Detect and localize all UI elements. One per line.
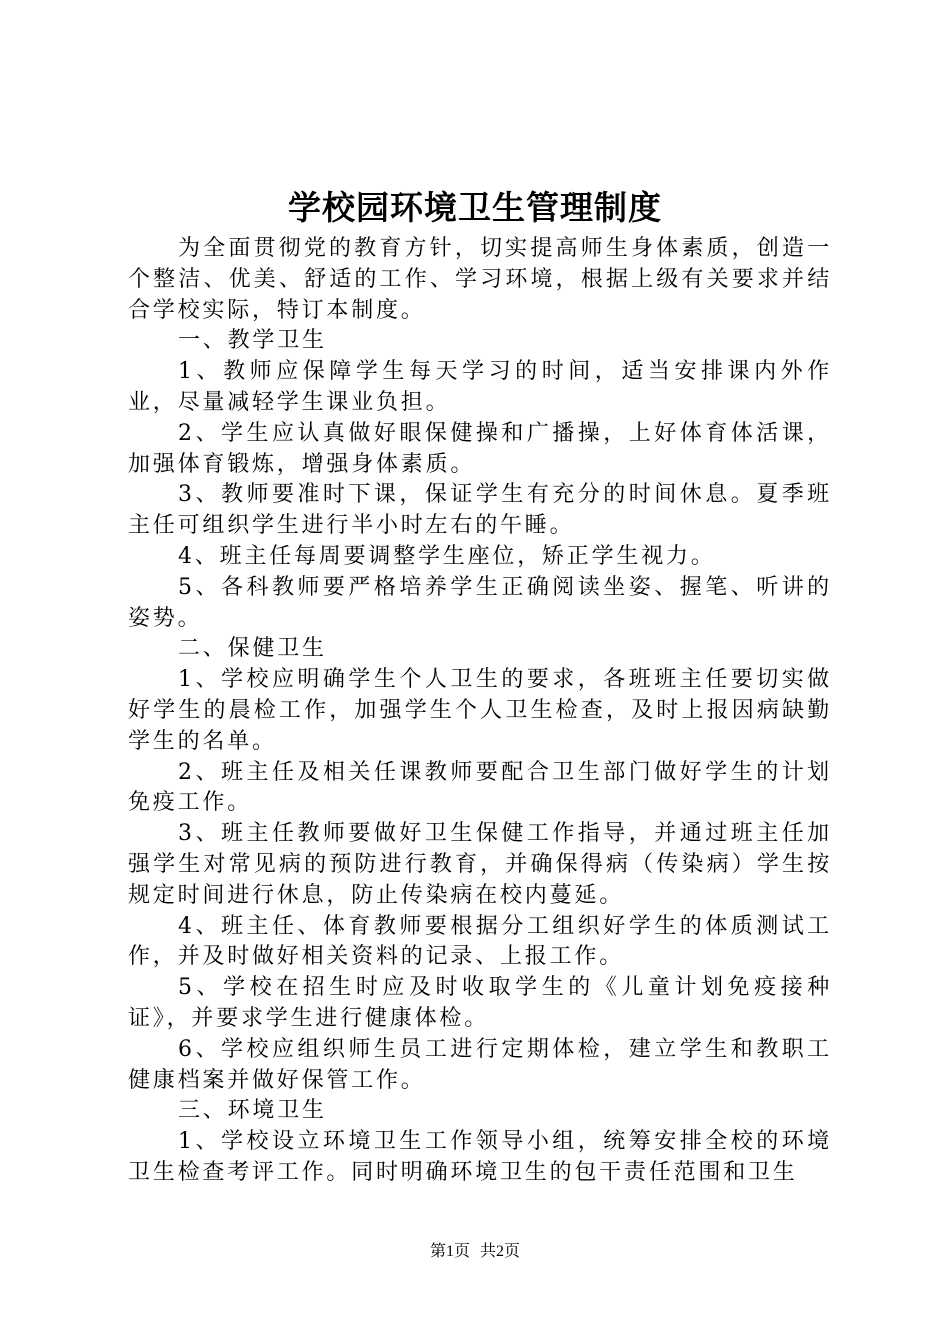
paragraph: 4、班主任每周要调整学生座位，矫正学生视力。: [178, 543, 716, 569]
paragraph: 5、学校在招生时应及时收取学生的《儿童计划免疫接种证》，并要求学生进行健康体检。: [128, 975, 832, 1031]
page-number: 第1页: [429, 1243, 470, 1260]
section-heading-teaching: 一、教学卫生: [178, 328, 327, 354]
paragraph: 1、学校设立环境卫生工作领导小组，统筹安排全校的环境卫生检查考评工作。同时明确环境卫生的包干责任范围和卫生: [128, 1129, 832, 1185]
document-body: [128, 234, 832, 1189]
page-footer: [0, 1240, 950, 1264]
section-heading-environment: 三、环境卫生: [178, 1098, 327, 1124]
paragraph: 6、学校应组织师生员工进行定期体检，建立学生和教职工健康档案并做好保管工作。: [128, 1036, 832, 1093]
paragraph: 4、班主任、体育教师要根据分工组织好学生的体质测试工作，并及时做好相关资料的记录、上报工作。: [128, 913, 832, 970]
paragraph: 5、各科教师要严格培养学生正确阅读坐姿、握笔、听讲的姿势。: [128, 574, 832, 631]
paragraph: 1、学校应明确学生个人卫生的要求，各班班主任要切实做好学生的晨检工作，加强学生个人卫生检查，及时上报因病缺勤学生的名单。: [128, 667, 832, 754]
paragraph: 3、班主任教师要做好卫生保健工作指导，并通过班主任加强学生对常见病的预防进行教育，并确保得病（传染病）学生按规定时间进行休息，防止传染病在校内蔓延。: [128, 821, 832, 908]
intro-paragraph: 为全面贯彻党的教育方针，切实提高师生身体素质，创造一个整洁、优美、舒适的工作、学习环境，根据上级有关要求并结合学校实际，特订本制度。: [128, 236, 832, 323]
paragraph: 2、班主任及相关任课教师要配合卫生部门做好学生的计划免疫工作。: [128, 759, 832, 816]
paragraph: 1、教师应保障学生每天学习的时间，适当安排课内外作业，尽量减轻学生课业负担。: [128, 359, 832, 415]
document-title: 学校园环境卫生管理制度: [288, 188, 662, 227]
section-heading-health: 二、保健卫生: [178, 636, 327, 662]
page-total: 共2页: [480, 1243, 521, 1260]
paragraph: 2、学生应认真做好眼保健操和广播操，上好体育体活课，加强体育锻炼，增强身体素质。: [128, 420, 832, 477]
paragraph: 3、教师要准时下课，保证学生有充分的时间休息。夏季班主任可组织学生进行半小时左右的午睡。: [128, 482, 832, 539]
